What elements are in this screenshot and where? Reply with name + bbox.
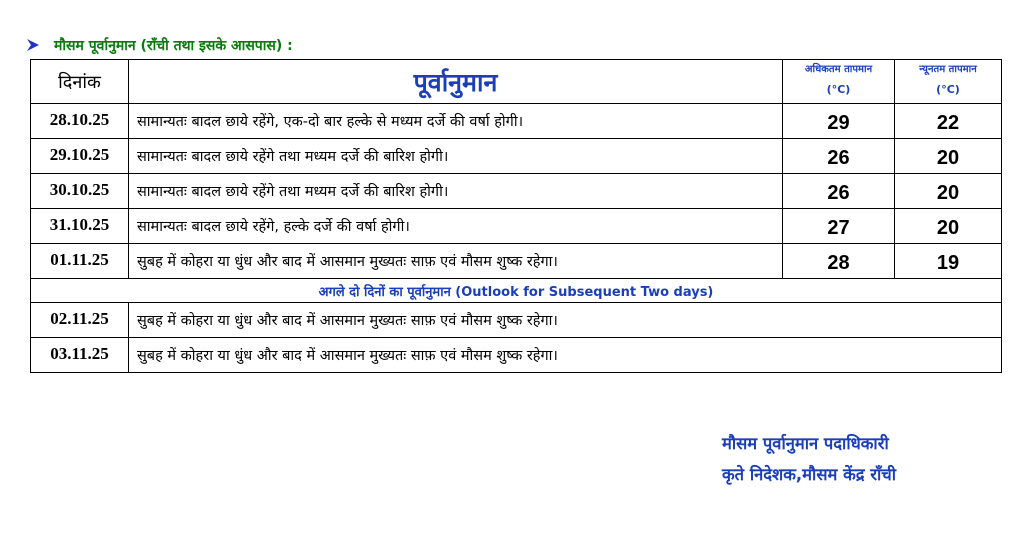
header-date: दिनांक	[31, 60, 129, 104]
row-date: 30.10.25	[31, 174, 129, 209]
header-min-temp-label: न्यूनतम तापमान	[919, 64, 977, 75]
row-max-temp: 26	[783, 139, 895, 174]
row-min-temp: 22	[895, 104, 1002, 139]
header-row	[31, 60, 1002, 104]
row-date: 29.10.25	[31, 139, 129, 174]
signature-line-1: मौसम पूर्वानुमान पदाधिकारी	[722, 434, 889, 453]
row-forecast: सुबह में कोहरा या धुंध और बाद में आसमान मुख्यतः साफ़ एवं मौसम शुष्क रहेगा।	[129, 244, 783, 279]
table-row	[31, 303, 1002, 338]
row-date: 02.11.25	[31, 303, 129, 338]
row-forecast: सामान्यतः बादल छाये रहेंगे, एक-दो बार हल्के से मध्यम दर्जे की वर्षा होगी।	[129, 104, 783, 139]
row-date: 28.10.25	[31, 104, 129, 139]
row-min-temp: 20	[895, 139, 1002, 174]
header-forecast: पूर्वानुमान	[129, 60, 783, 104]
row-forecast: सामान्यतः बादल छाये रहेंगे तथा मध्यम दर्जे की बारिश होगी।	[129, 174, 783, 209]
row-min-temp: 20	[895, 209, 1002, 244]
forecast-table	[30, 59, 1002, 373]
arrow-right-icon	[26, 38, 40, 52]
outlook-title: अगले दो दिनों का पूर्वानुमान (Outlook for Subsequent Two days)	[31, 279, 1002, 303]
forecast-heading	[26, 34, 293, 56]
outlook-row	[31, 279, 1002, 303]
signature-block	[722, 428, 896, 490]
table-row	[31, 209, 1002, 244]
header-max-temp-label: अधिकतम तापमान	[804, 64, 873, 75]
row-forecast: सामान्यतः बादल छाये रहेंगे, हल्के दर्जे की वर्षा होगी।	[129, 209, 783, 244]
table-row	[31, 104, 1002, 139]
row-min-temp: 20	[895, 174, 1002, 209]
heading-text: मौसम पूर्वानुमान (राँची तथा इसके आसपास) :	[54, 37, 293, 54]
row-date: 03.11.25	[31, 338, 129, 373]
row-max-temp: 28	[783, 244, 895, 279]
row-min-temp: 19	[895, 244, 1002, 279]
header-max-temp	[783, 60, 895, 104]
row-date: 01.11.25	[31, 244, 129, 279]
row-max-temp: 29	[783, 104, 895, 139]
header-min-temp-unit: (°C)	[936, 83, 960, 96]
row-forecast: सामान्यतः बादल छाये रहेंगे तथा मध्यम दर्जे की बारिश होगी।	[129, 139, 783, 174]
row-forecast: सुबह में कोहरा या धुंध और बाद में आसमान मुख्यतः साफ़ एवं मौसम शुष्क रहेगा।	[129, 303, 1002, 338]
table-row	[31, 174, 1002, 209]
row-forecast: सुबह में कोहरा या धुंध और बाद में आसमान मुख्यतः साफ़ एवं मौसम शुष्क रहेगा।	[129, 338, 1002, 373]
table-row	[31, 338, 1002, 373]
row-date: 31.10.25	[31, 209, 129, 244]
row-max-temp: 27	[783, 209, 895, 244]
table-row	[31, 244, 1002, 279]
table-row	[31, 139, 1002, 174]
header-max-temp-unit: (°C)	[826, 83, 851, 96]
header-min-temp	[895, 60, 1002, 104]
signature-line-2: कृते निदेशक,मौसम केंद्र राँची	[722, 465, 897, 484]
row-max-temp: 26	[783, 174, 895, 209]
